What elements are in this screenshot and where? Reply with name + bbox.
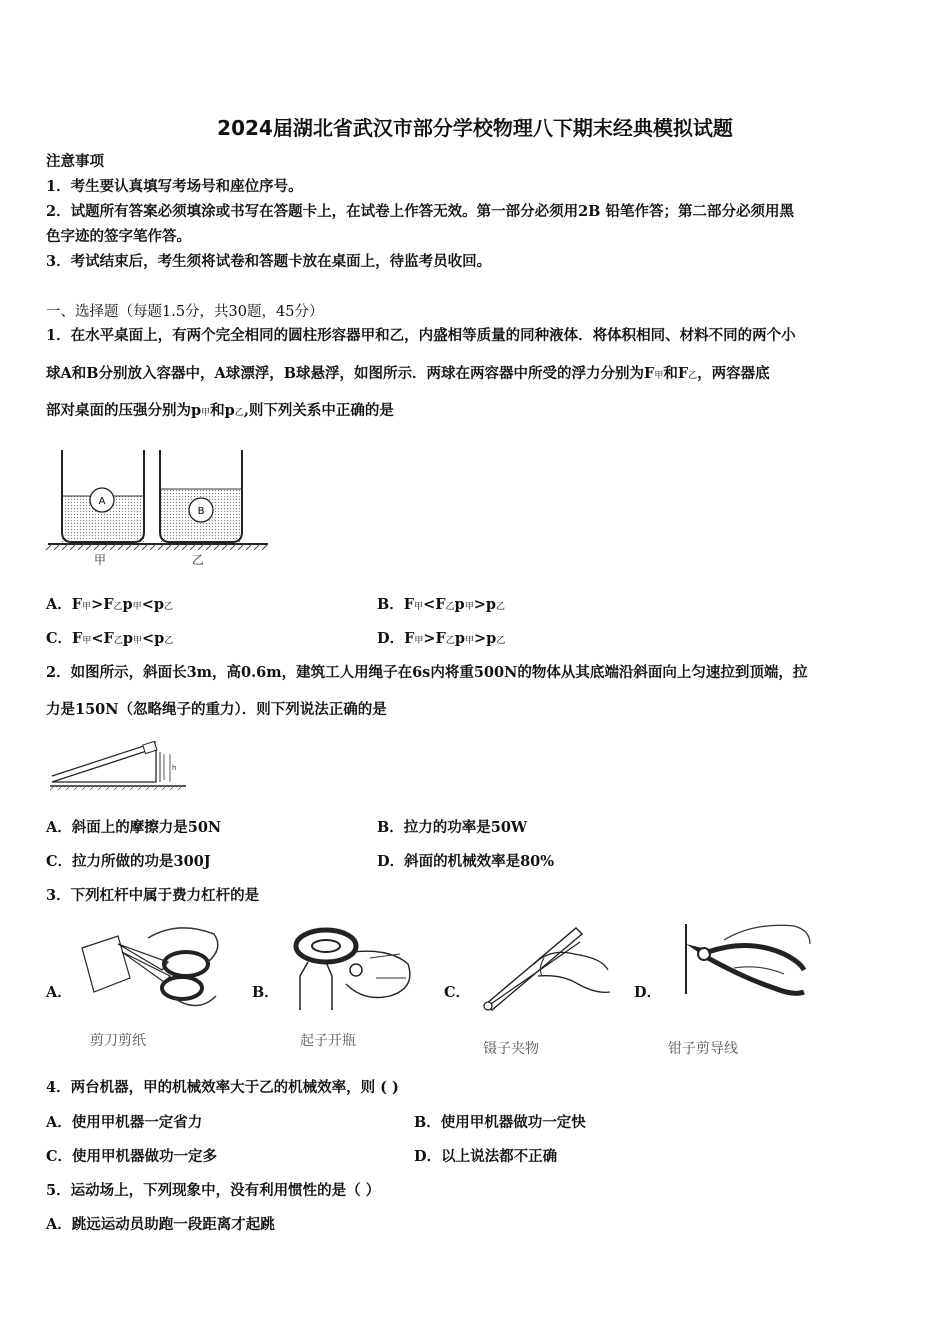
q4-text: 4．两台机器，甲的机械效率大于乙的机械效率，则 ( ) — [46, 1079, 399, 1096]
q3-option-b-letter[interactable]: B． — [252, 984, 279, 1001]
q2-option-c[interactable]: C．拉力所做的功是300J — [46, 853, 211, 870]
q1-option-d[interactable]: D．F甲>F乙p甲>p乙 — [377, 630, 506, 647]
q3-option-a-letter[interactable]: A． — [46, 984, 72, 1001]
q2-option-b[interactable]: B．拉力的功率是50W — [377, 819, 528, 836]
label-yi: 乙 — [191, 553, 205, 567]
q3-caption-b: 起子开瓶 — [300, 1033, 356, 1049]
q3-option-c-letter[interactable]: C． — [444, 984, 471, 1001]
q4-option-c[interactable]: C．使用甲机器做功一定多 — [46, 1148, 218, 1165]
svg-text:h: h — [172, 764, 177, 772]
q3-text: 3．下列杠杆中属于费力杠杆的是 — [46, 887, 260, 904]
page-title: 2024届湖北省武汉市部分学校物理八下期末经典模拟试题 — [217, 116, 733, 140]
q1-line-3: 部对桌面的压强分别为p甲和p乙,则下列关系中正确的是 — [46, 402, 394, 419]
pliers-figure — [664, 918, 814, 1018]
ball-a-label: A — [98, 496, 106, 507]
q1-option-a[interactable]: A．F甲>F乙p甲<p乙 — [46, 596, 173, 613]
notice-item-2-cont: 色字迹的签字笔作答。 — [46, 228, 191, 245]
q5-option-a[interactable]: A．跳远运动员助跑一段距离才起跳 — [46, 1216, 275, 1233]
q2-line-2: 力是150N（忽略绳子的重力）．则下列说法正确的是 — [46, 701, 387, 718]
section-heading: 一、选择题（每题1.5分，共30题，45分） — [46, 304, 324, 320]
q1-line-1: 1．在水平桌面上，有两个完全相同的圆柱形容器甲和乙，内盛相等质量的同种液体．将体积相同、材料不同的两个小 — [46, 327, 796, 344]
tweezers-figure — [478, 918, 618, 1018]
q2-option-a[interactable]: A．斜面上的摩擦力是50N — [46, 819, 222, 836]
label-jia: 甲 — [93, 553, 107, 567]
q4-option-d[interactable]: D．以上说法都不正确 — [414, 1148, 558, 1165]
notice-item-1: 1．考生要认真填写考场号和座位序号。 — [46, 178, 303, 195]
q3-caption-c: 镊子夹物 — [483, 1041, 539, 1057]
q3-caption-d: 钳子剪导线 — [668, 1041, 738, 1057]
notice-heading: 注意事项 — [46, 153, 104, 170]
q2-line-1: 2．如图所示，斜面长3m，高0.6m，建筑工人用绳子在6s内将重500N的物体从其底端沿斜面向上匀速拉到顶端，拉 — [46, 664, 808, 681]
q1-option-b[interactable]: B．F甲<F乙p甲>p乙 — [377, 596, 506, 613]
q4-option-b[interactable]: B．使用甲机器做功一定快 — [414, 1114, 586, 1131]
q5-text: 5．运动场上，下列现象中，没有利用惯性的是（ ） — [46, 1182, 381, 1199]
notice-item-2: 2．试题所有答案必须填涂或书写在答题卡上，在试卷上作答无效。第一部分必须用2B 铅笔作答；第二部分必须用黑 — [46, 203, 794, 220]
ball-b-label: B — [197, 506, 205, 517]
q1-container-figure — [40, 444, 280, 574]
q3-option-d-letter[interactable]: D． — [634, 984, 662, 1001]
q2-incline-figure — [48, 740, 188, 790]
q2-option-d[interactable]: D．斜面的机械效率是80% — [377, 853, 555, 870]
notice-item-3: 3．考试结束后，考生须将试卷和答题卡放在桌面上，待监考员收回。 — [46, 253, 492, 270]
scissors-cutting-paper-figure — [78, 918, 228, 1018]
q1-option-c[interactable]: C．F甲<F乙p甲<p乙 — [46, 630, 174, 647]
q3-caption-a: 剪刀剪纸 — [90, 1033, 146, 1049]
bottle-opener-figure — [280, 918, 430, 1018]
q4-option-a[interactable]: A．使用甲机器一定省力 — [46, 1114, 203, 1131]
q1-line-2: 球A和B分别放入容器中，A球漂浮，B球悬浮，如图所示．两球在两容器中所受的浮力分别为F甲和F乙，两容器底 — [46, 365, 770, 382]
